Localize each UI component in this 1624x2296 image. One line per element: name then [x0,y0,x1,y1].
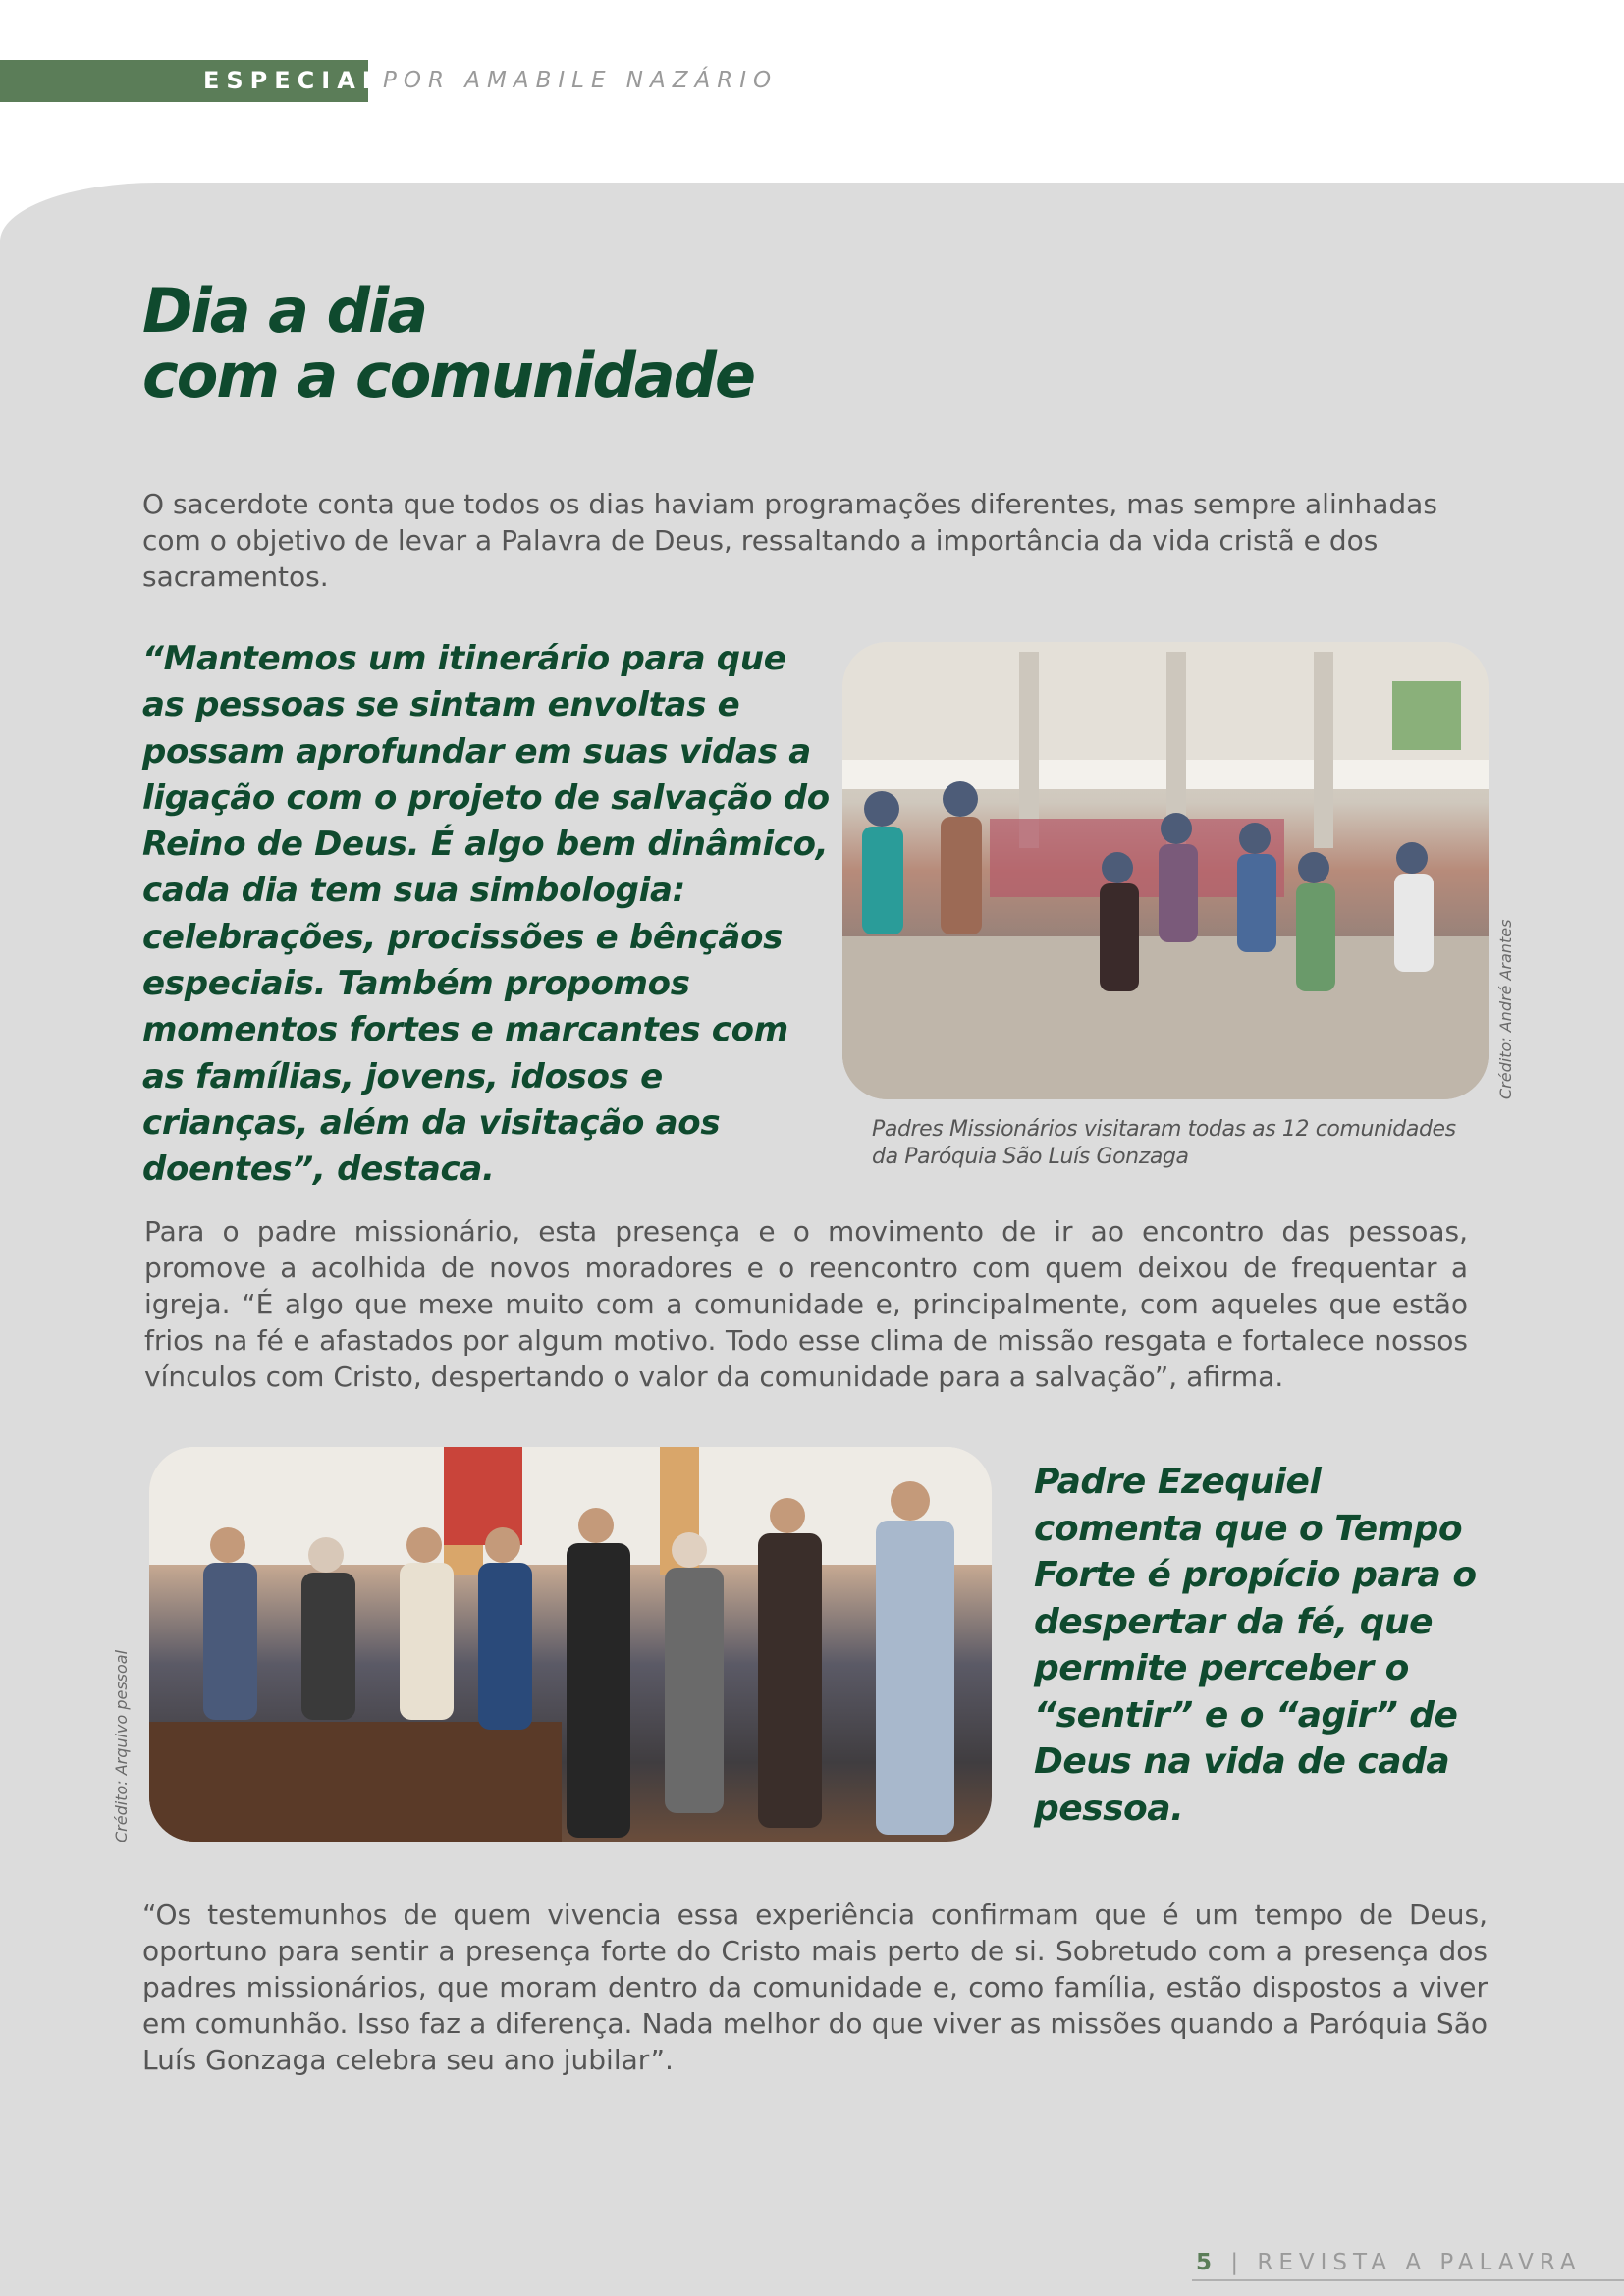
title-line-1: Dia a dia [142,275,427,347]
photo-2-credit: Crédito: Arquivo pessoal [112,1649,131,1842]
body-paragraph-3: “Os testemunhos de quem vivencia essa experiência confirmam que é um tempo de Deus, oportuno para sentir a presença forte do Cristo mais perto de si. Sobretudo com a presença dos padres missionários, que moram dentro da comunidade e, como família, estão dispostos a viver em comunhão. Isso faz a diferença. Nada melhor do que viver as missões quando a Paróquia São Luís Gonzaga celebra seu ano jubilar”. [142,1898,1488,2076]
page-number: 5 [1196,2250,1218,2275]
publication-name: REVISTA A PALAVRA [1257,2250,1582,2275]
community-photo-1 [842,642,1489,1099]
footer-separator: | [1230,2250,1245,2275]
footer-rule [1192,2279,1624,2281]
photo-1-credit: Crédito: André Arantes [1496,919,1515,1099]
title-line-2: com a comunidade [142,340,755,411]
page-footer [1196,2248,1582,2277]
photo-1-caption: Padres Missionários visitaram todas as 12 comunidades da Paróquia São Luís Gonzaga [872,1117,1456,1169]
photo-1-illustration [842,642,1489,1099]
side-quote: Padre Ezequiel comenta que o Tempo Forte é propício para o despertar da fé, que permite perceber o “sentir” e o “agir” de Deus na vida de cada pessoa. [1034,1462,1477,1829]
intro-paragraph: O sacerdote conta que todos os dias haviam programações diferentes, mas sempre alinhadas com o objetivo de levar a Palavra de Deus, ressaltando a importância da vida cristã e dos sacramentos. [142,488,1437,593]
author-byline: POR AMABILE NAZÁRIO [383,68,779,93]
pull-quote: “Mantemos um itinerário para que as pessoas se sintam envoltas e possam aprofundar em suas vidas a ligação com o projeto de salvação do Reino de Deus. É algo bem dinâmico, cada dia tem sua simbologia: celebrações, procissões e bênçãos especiais. Também propomos momentos fortes e marcantes com as famílias, jovens, idosos e crianças, além da visitação aos doentes”, destaca. [142,639,830,1190]
article-title [142,275,755,411]
section-label: ESPECIAL [203,67,385,94]
body-paragraph-2: Para o padre missionário, esta presença e o movimento de ir ao encontro das pessoas, promove a acolhida de novos moradores e o reencontro com quem deixou de frequentar a igreja. “É algo que mexe muito com a comunidade e, principalmente, com aqueles que estão frios na fé e afastados por algum motivo. Todo esse clima de missão resgata e fortalece nossos vínculos com Cristo, despertando o valor da comunidade para a salvação”, afirma. [144,1215,1468,1393]
community-photo-2 [149,1447,992,1842]
photo-2-illustration [149,1447,992,1842]
